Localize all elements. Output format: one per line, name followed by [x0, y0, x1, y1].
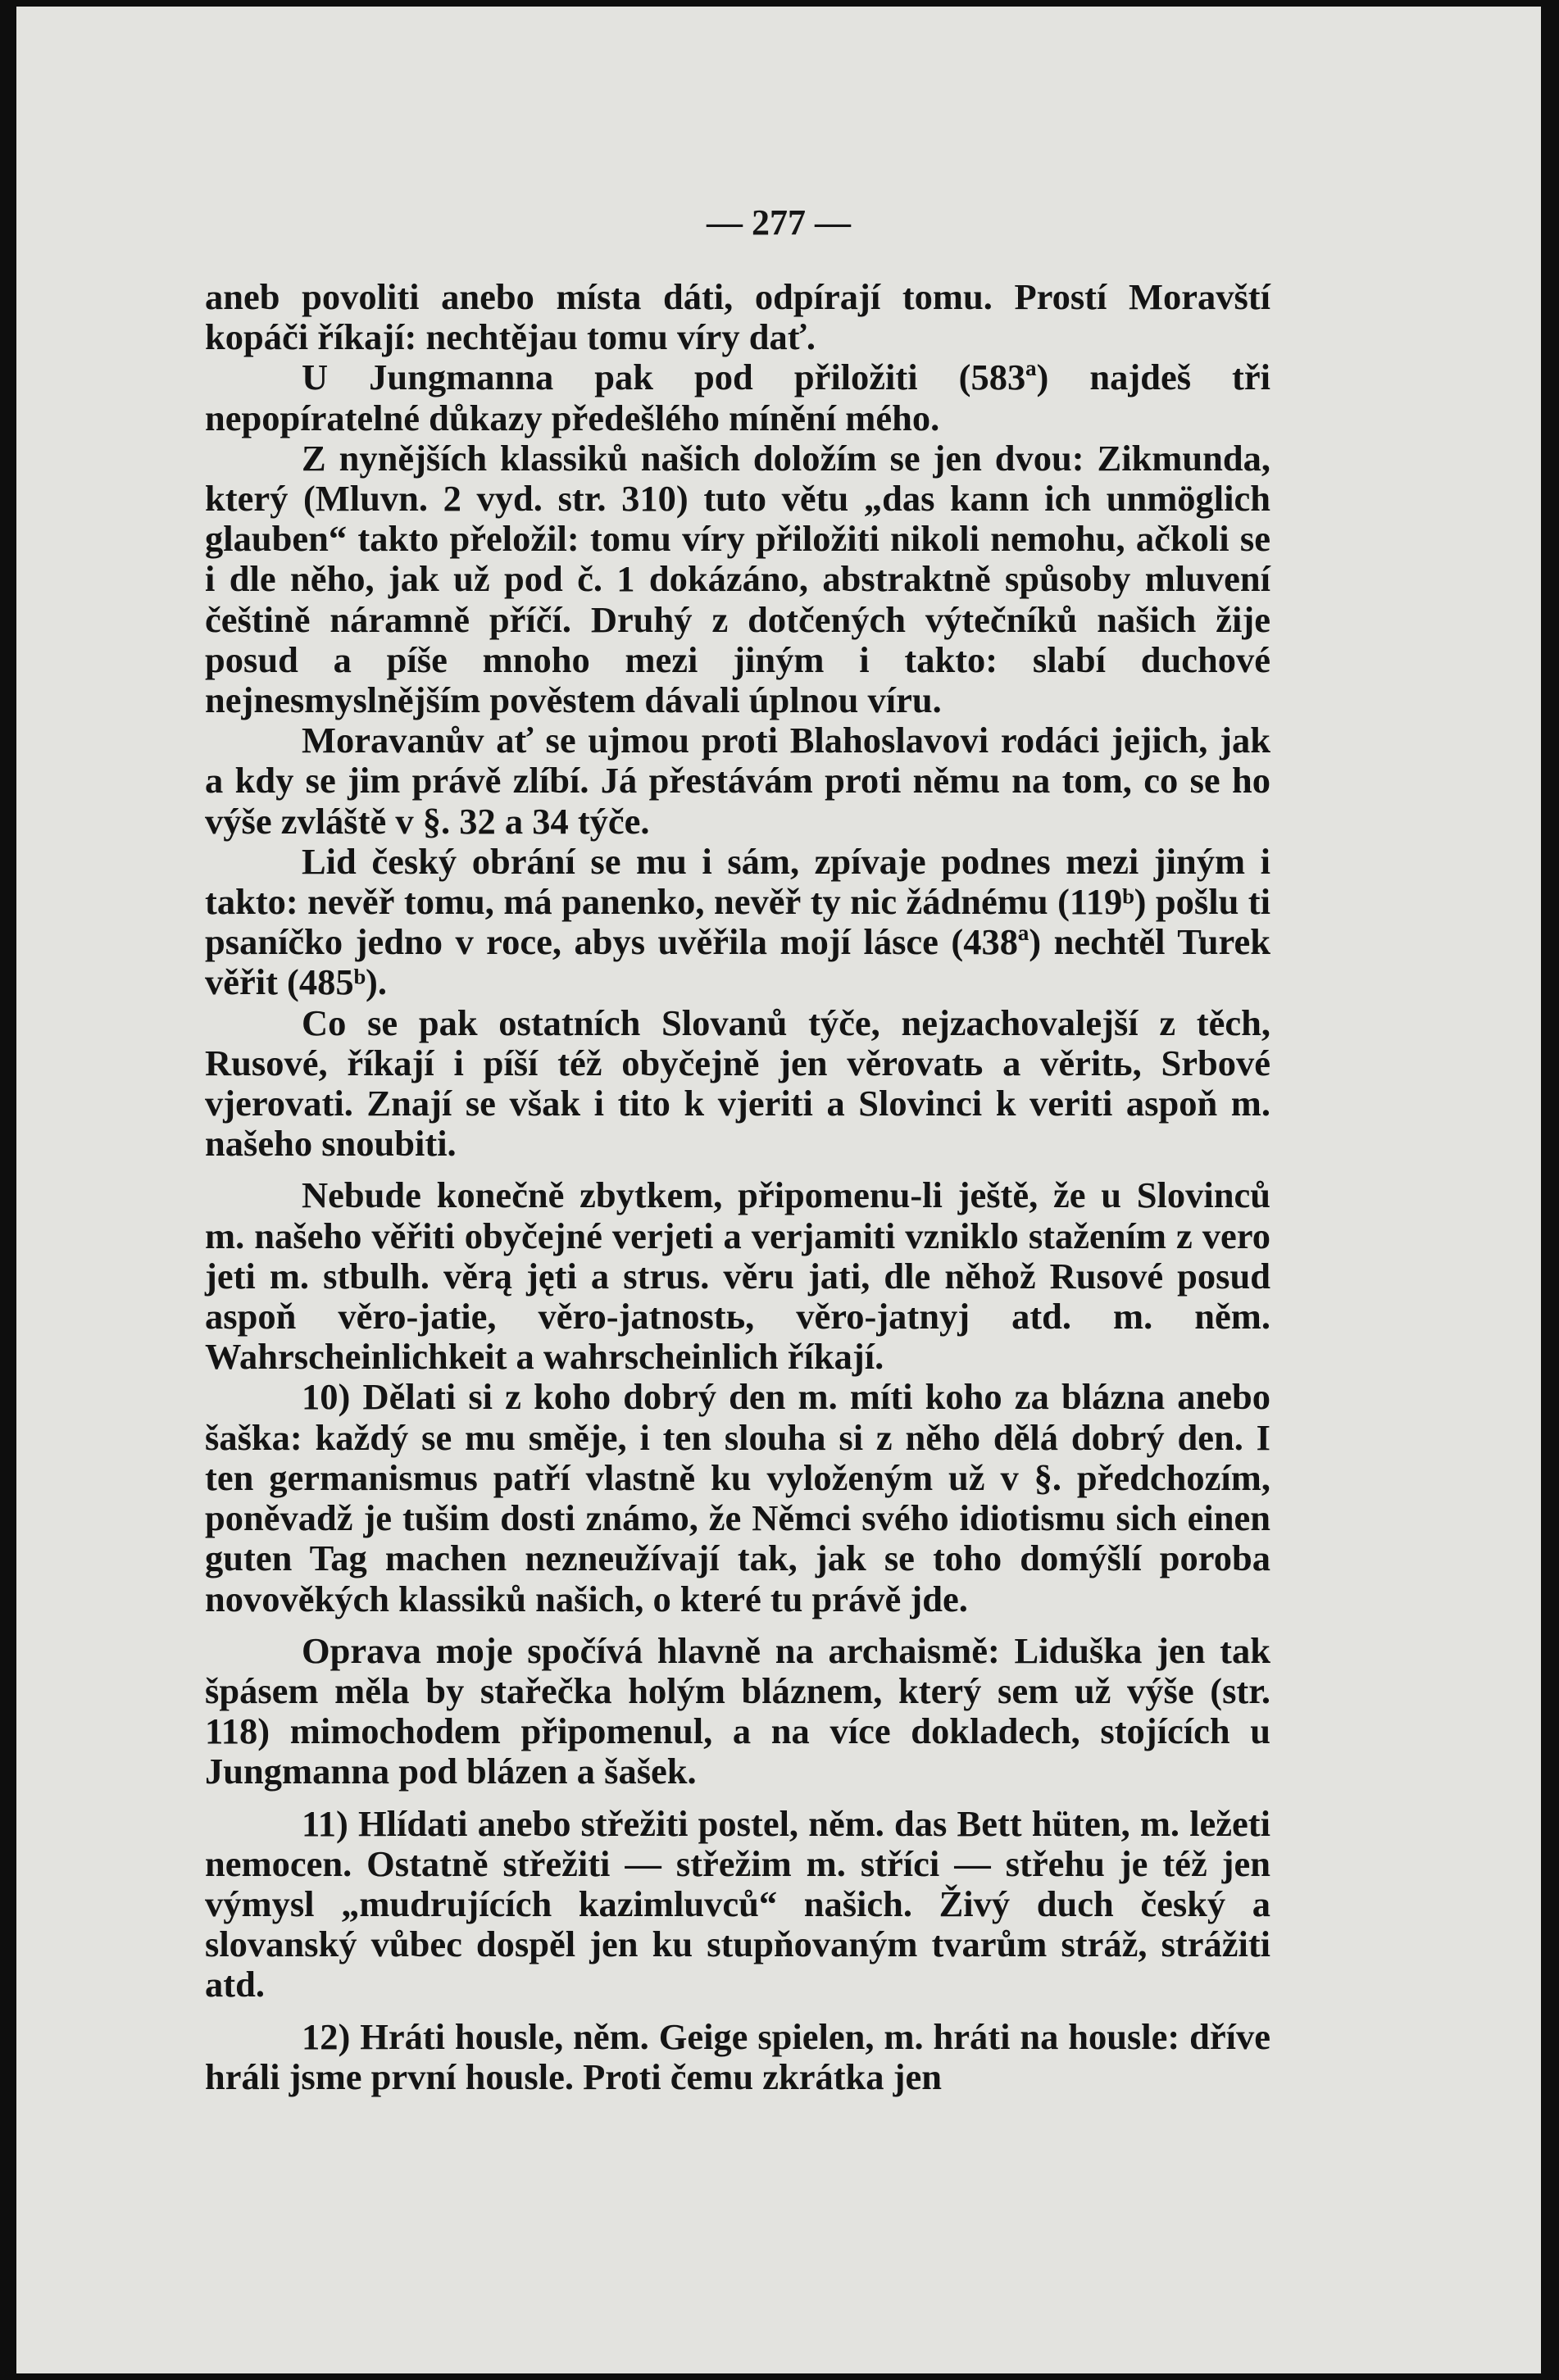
book-page	[16, 7, 1541, 2373]
spacer	[205, 1792, 1270, 1804]
page-number: — 277 —	[707, 202, 851, 243]
paragraph-9: Oprava moje spočívá hlavně na archaismě: Liduška jen tak špásem měla by stařečka holým bláznem, který sem už výše (str. 118) mimochodem připomenul, a na více dokladech, stojících u Jungmanna pod blázen a šašek.	[205, 1629, 1270, 1792]
spacer	[205, 1164, 1270, 1175]
spacer	[205, 2005, 1270, 2017]
paragraph-1: aneb povoliti anebo místa dáti, odpírají tomu. Prostí Moravští kopáči říkají: nechtějau tomu víry dať.	[205, 276, 1270, 358]
body-text	[205, 277, 1270, 2097]
paragraph-8: 10) Dělati si z koho dobrý den m. míti koho za blázna anebo šaška: každý se mu směje, i ten slouha si z něho dělá dobrý den. I ten germanismus patří vlastně ku vyloženým už v §. předchozím, poněvadž je tušim dosti známo, že Němci svého idiotismu sich einen guten Tag machen nezneužívají tak, jak se toho domýšlí poroba novověkých klassiků našich, o které tu právě jde.	[205, 1376, 1270, 1619]
paragraph-5: Lid český obrání se mu i sám, zpívaje podnes mezi jiným i takto: nevěř tomu, má panenko, nevěř ty nic žádnému (119ᵇ) pošlu ti psaníčko jedno v roce, abys uvěřila mojí lásce (438ª) nechtěl Turek věřit (485ᵇ).	[205, 840, 1270, 1003]
paragraph-6: Co se pak ostatních Slovanů týče, nejzachovalejší z těch, Rusové, říkají i píší též obyčejně jen věrovatь a věritь, Srbové vjerovati. Znají se však i tito k vjeriti a Slovinci k veriti aspoň m. našeho snoubiti.	[205, 1002, 1270, 1165]
paragraph-2: U Jungmanna pak pod přiložiti (583ª) najdeš tři nepopíratelné důkazy předešlého mínění mého.	[205, 357, 1270, 438]
paragraph-11: 12) Hráti housle, něm. Geige spielen, m. hráti na housle: dříve hráli jsme první housle. Proti čemu zkrátka jen	[205, 2015, 1270, 2097]
paragraph-7: Nebude konečně zbytkem, připomenu-li ještě, že u Slovinců m. našeho věřiti obyčejné verjeti a verjamiti vzniklo stažením z vero jeti m. stbulh. věrą jęti a strus. věru jati, dle něhož Rusové posud aspoň věro-jatie, věro-jatnostь, věro-jatnyj atd. m. něm. Wahrscheinlichkeit a wahrscheinlich říkají.	[205, 1174, 1270, 1378]
spacer	[205, 1619, 1270, 1631]
paragraph-4: Moravanův ať se ujmou proti Blahoslavovi rodáci jejich, jak a kdy se jim právě zlíbí. Já přestávám proti němu na tom, co se ho výše zvláště v §. 32 a 34 týče.	[205, 720, 1270, 842]
paragraph-10: 11) Hlídati anebo střežiti postel, něm. das Bett hüten, m. ležeti nemocen. Ostatně střežiti — střežim m. stříci — střehu je též jen výmysl „mudrujících kazimluvců“ našich. Živý duch český a slovanský vůbec dospěl jen ku stupňovaným tvarům stráž, strážiti atd.	[205, 1802, 1270, 2005]
paragraph-3: Z nynějších klassiků našich doložím se jen dvou: Zikmunda, který (Mluvn. 2 vyd. str. 310) tuto větu „das kann ich unmöglich glauben“ takto přeložil: tomu víry přiložiti nikoli nemohu, ačkoli se i dle něho, jak už pod č. 1 dokázáno, abstraktně spůsoby mluvení češtině náramně příčí. Druhý z dotčených výtečníků našich žije posud a píše mnoho mezi jiným i takto: slabí duchové nejnesmyslnějším pověstem dávali úplnou víru.	[205, 437, 1270, 721]
